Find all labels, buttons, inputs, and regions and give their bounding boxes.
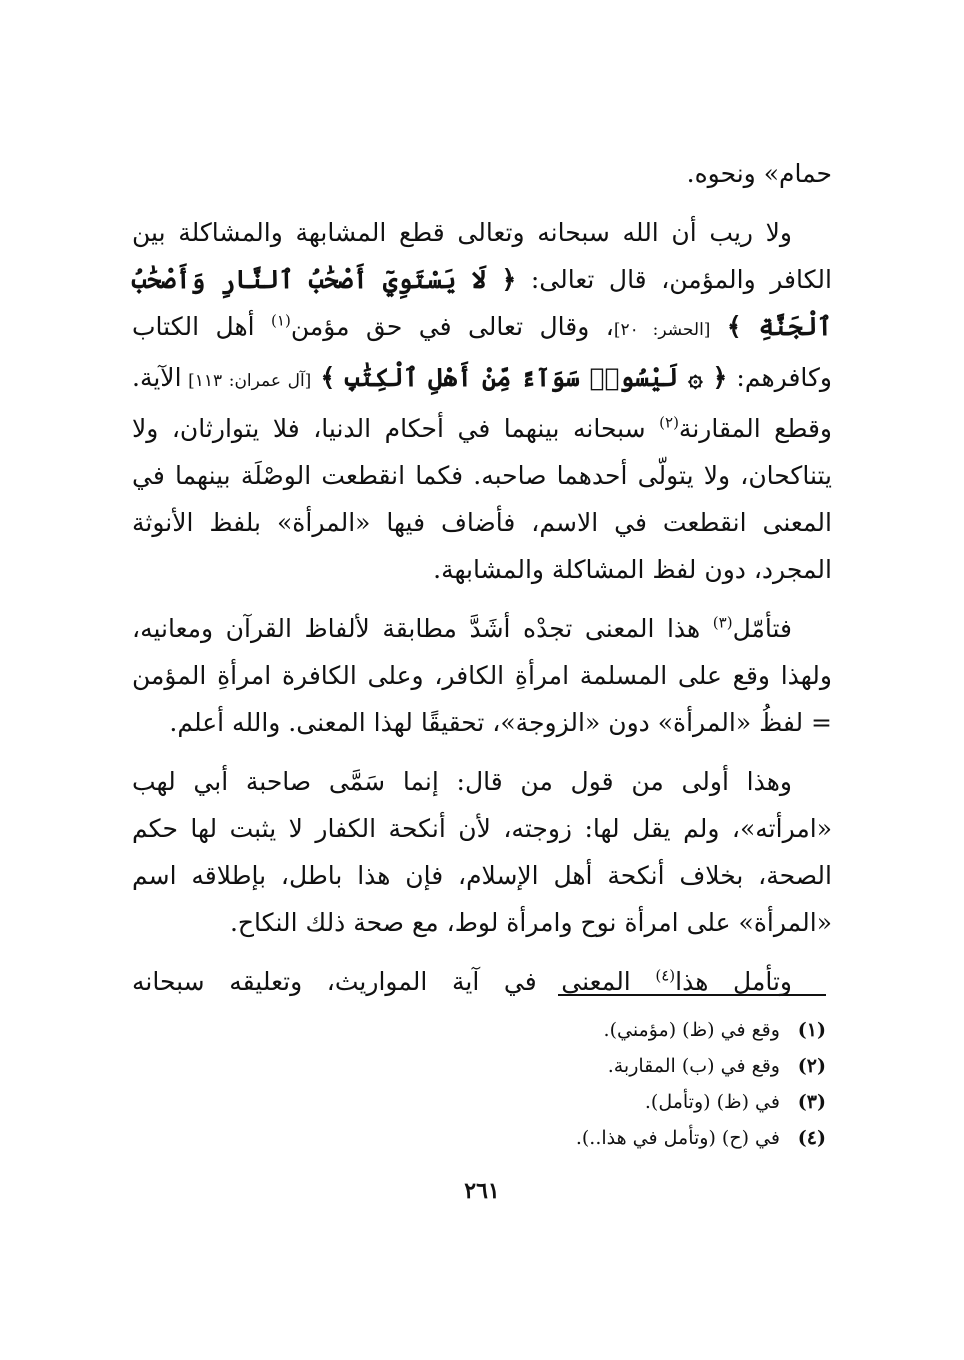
quran-verse: ﴿ ۞ لَيْسُوا۟ سَوَآءً مِّنْ أَهْلِ ٱلْكِتَٰبِ ﴾ [320, 363, 728, 392]
footnote-item [266, 1120, 826, 1156]
footnote-text: وقع في (ب) المقاربة. [607, 1055, 780, 1077]
paragraph-4 [132, 758, 832, 946]
paragraph-5 [132, 958, 832, 1005]
text-run: المعنى في آية المواريث، وتعليقه سبحانه [132, 967, 656, 996]
footnote-text: في (ظ) (وتأمل). [644, 1091, 780, 1113]
text-run: أهل الكتاب وكافرهم: [132, 312, 832, 392]
paragraph-3 [132, 605, 832, 746]
text-run: فتأمّل [732, 614, 792, 643]
text-run: الآية. وقطع المقارنة [132, 363, 833, 443]
main-text [132, 150, 832, 1017]
text-run: وهذا أولى من قول من قال: إنما سَمَّى صاحبة أبي لهب «امرأته»، ولم يقل لها: زوجته، لأن أنكحة الكفار لا يثبت لها حكم الصحة، بخلاف أنكحة أهل الإسلام، فإن هذا باطل، بإطلاقه اسم «المرأة» على امرأة نوح وامرأة لوط، مع صحة ذلك النكاح. [132, 767, 832, 937]
footnotes [266, 1012, 826, 1156]
footnote-number: (٣) [797, 1091, 826, 1113]
verse-reference: [الحشر: ٢٠] [613, 320, 711, 340]
text-run: سبحانه بينهما في أحكام الدنيا، فلا يتوارثان، ولا يتناكحان، ولا يتولّى أحدهما صاحبه. فكما انقطعت الوصْلَة بينهما في المعنى انقطعت في الاسم، فأضاف فيها «المرأة» بلفظ الأنوثة المجرد، دون لفظ المشاكلة والمشابهة. [132, 414, 832, 584]
footnote-number: (٤) [797, 1127, 826, 1149]
quran-verse: ﴿ لَا يَسْتَوِيٓ أَصْحَٰبُ ٱلنَّارِ وَأَصْحَٰبُ ٱلْجَنَّةِ ﴾ [132, 265, 832, 341]
footnote-text: في (ح) (وتأمل في هذا..). [575, 1127, 780, 1149]
text-run: ولا ريب أن الله سبحانه وتعالى قطع المشابهة والمشاكلة بين [132, 218, 792, 247]
text-run: هذا المعنى تجدْه أشَدَّ مطابقة لألفاظ القرآن ومعانيه، ولهذا وقع على المسلمة امرأةِ الكافر، وعلى الكافرة امرأةِ المؤمن = لفظُ «المرأة» دون «الزوجة»، تحقيقًا لهذا المعنى. والله أعلم. [132, 614, 832, 737]
footnote-item [266, 1084, 826, 1120]
footnote-item [266, 1048, 826, 1084]
footnote-item [266, 1012, 826, 1048]
footnote-marker: (١) [271, 311, 291, 330]
footnote-text: وقع في (ظ) (مؤمني). [603, 1019, 780, 1041]
paragraph-2 [132, 209, 832, 593]
page-number: ٢٦١ [464, 1178, 500, 1204]
footnote-number: (٢) [797, 1055, 826, 1077]
paragraph-1 [132, 150, 832, 197]
text-run: ، وقال تعالى في حق مؤمن [290, 312, 614, 341]
footnote-number: (١) [797, 1019, 826, 1041]
footnote-separator [558, 994, 826, 996]
text-run: وتأمل هذا [675, 967, 793, 996]
footnote-marker: (٤) [655, 966, 676, 985]
text-run: الكافر والمؤمن، قال تعالى: [516, 265, 832, 294]
text-run: حمام» ونحوه. [686, 159, 832, 188]
verse-reference: [آل عمران: ١١٣] [181, 371, 312, 391]
footnote-marker: (٢) [659, 413, 679, 432]
footnote-marker: (٣) [712, 613, 733, 632]
